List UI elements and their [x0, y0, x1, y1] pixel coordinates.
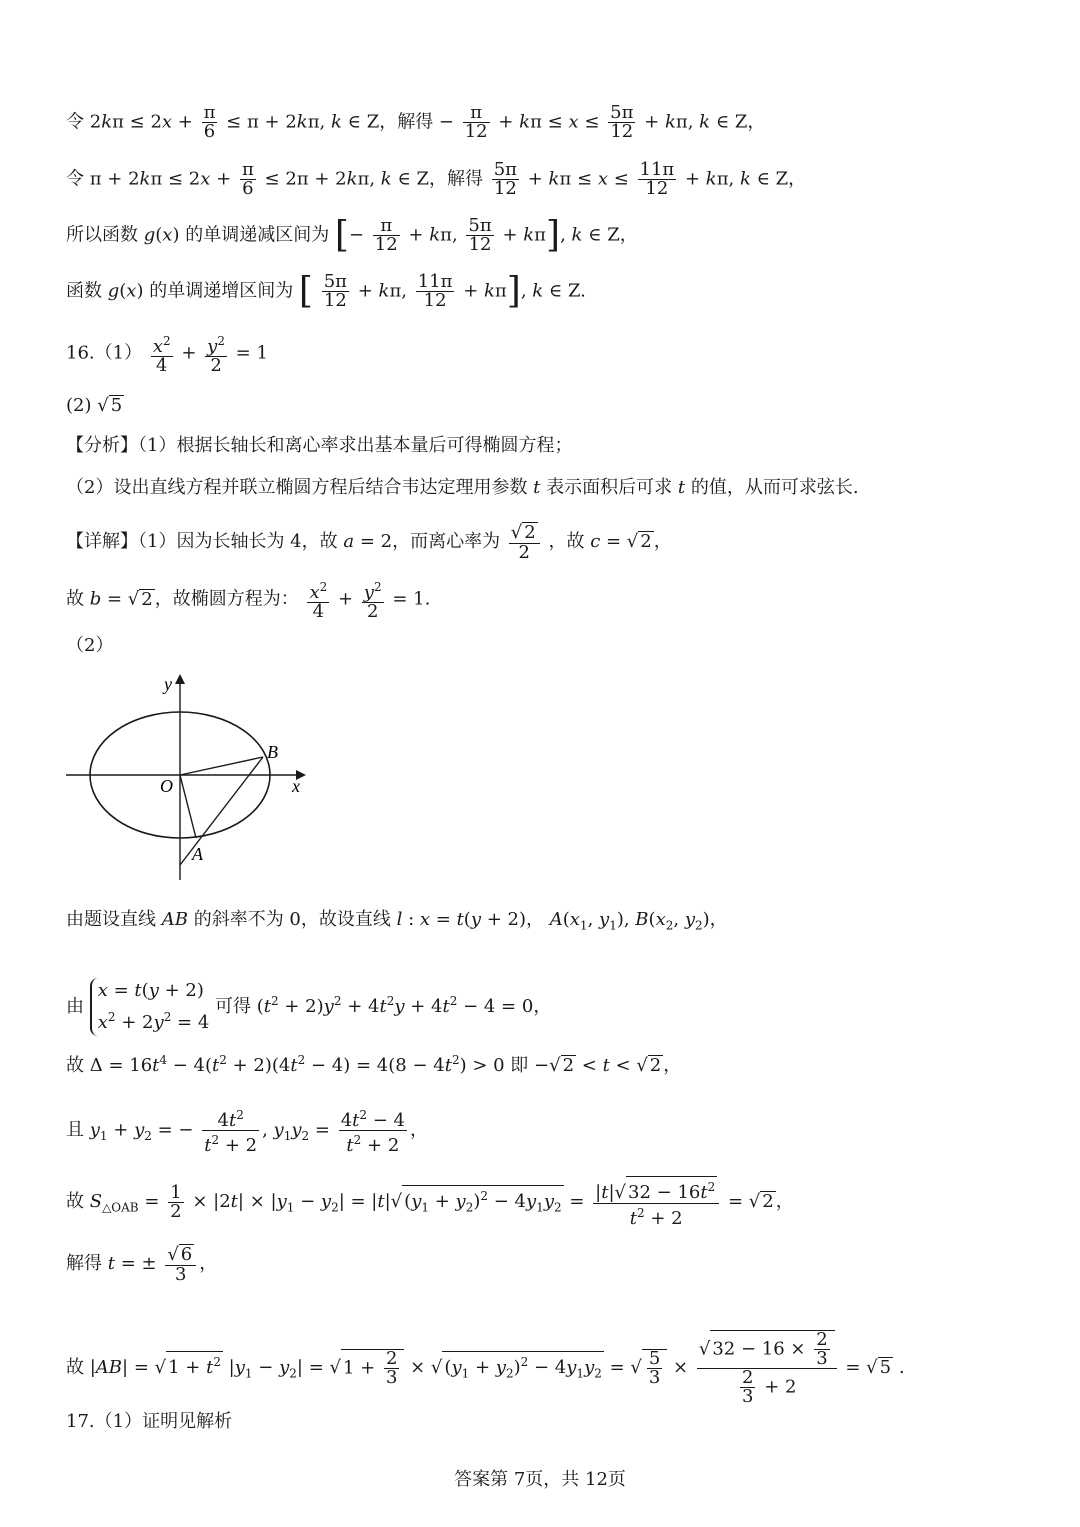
- label-a: A: [192, 844, 203, 864]
- text-line-3: 所以函数 g(x) 的单调递减区间为 [− $\frac{\pi}{12}$ + kπ, $\frac{5\pi}{12}$ + kπ], k ∈ Z，: [66, 214, 638, 256]
- q16-answer-2: (2) √ 5: [66, 395, 123, 416]
- text-line-1: 令 2kπ ≤ 2x + $\frac{\pi}{6}$ ≤ π + 2kπ, k ∈ Z，解得 − $\frac{\pi}{12}$ + kπ ≤ x ≤ $\frac{5\pi}{12}$ + kπ, k ∈ Z，: [66, 102, 766, 142]
- part-2-label: （2）: [66, 635, 114, 656]
- detail-line-1: 【详解】（1）因为长轴长为 4，故 a = 2，而离心率为 $\frac{√ 2}{2}$ ，故 c = √ 2 ，: [66, 522, 672, 563]
- text-line-2: 令 π + 2kπ ≤ 2x + $\frac{\pi}{6}$ ≤ 2π + 2kπ, k ∈ Z，解得 $\frac{5\pi}{12}$ + kπ ≤ x ≤ $\frac{11\pi}{12}$ + kπ, k ∈ Z，: [66, 159, 807, 199]
- analysis-line-2: （2）设出直线方程并联立椭圆方程后结合韦达定理用参数 t 表示面积后可求 t 的值，从而可求弦长.: [66, 477, 859, 498]
- q16-answer-1: 16.（1） $\frac{x^2}{4}$ + $\frac{y^2}{2}$ = 1: [66, 334, 268, 376]
- solution-line-6: 解得 t = ± $\frac{√ 6}{3}$ ，: [66, 1244, 218, 1285]
- ellipse-figure: [60, 670, 320, 885]
- q17-answer: 17.（1）证明见解析: [66, 1411, 233, 1432]
- label-b: B: [267, 742, 278, 762]
- solution-line-5: 故 $S_{\triangle OAB}$ = $\frac{1}{2}$ × $|2t| \times |y_1 - y_2| = |t|√$ $(y_1 + y_2)^2 - 4y_1y_2$ = $\frac{|t|√ 32 - 16t^2}{t^2 + 2}$ = √ 2 ，: [66, 1176, 794, 1228]
- detail-line-2: 故 b = √ 2 ，故椭圆方程为： $\frac{x^2}{4}$ + $\frac{y^2}{2}$ = 1.: [66, 580, 431, 622]
- solution-line-2: 由 x = t(y + 2) $x^2 + 2y^2 = 4$ 可得 $(t^2 + 2)y^2 + 4t^2y + 4t^2 - 4 = 0$，: [66, 978, 551, 1036]
- solution-line-1: 由题设直线 AB 的斜率不为 0，故设直线 l : x = t(y + 2)， $A(x_1$, $y_1$), $B(x_2$, $y_2$)，: [66, 909, 728, 933]
- label-x: x: [292, 776, 300, 796]
- y-axis-arrow: [175, 674, 185, 684]
- label-origin: O: [160, 776, 173, 796]
- solution-line-7: 故 |AB| = √ $1 + t^2$ $|y_1 - y_2|$ = √ 1 + $\frac{2}{3}$ × √ $(y_1 + y_2)^2 - 4y_1y_2$ = √ $\frac{5}{3}$ × √ 32 − 16 × $\frac{2}{3}$ $\frac{2}{3}$ + 2 = √ 5 .: [66, 1329, 905, 1407]
- analysis-line-1: 【分析】（1）根据长轴长和离心率求出基本量后可得椭圆方程；: [66, 435, 573, 456]
- solution-line-3: 故 $\Delta = 16t^4 - 4(t^2 + 2)(4t^2 - 4) = 4(8 - 4t^2) > 0$ 即 −√ 2 < t < √ 2 ，: [66, 1053, 682, 1076]
- text-line-4: 函数 g(x) 的单调递增区间为 [ $\frac{5\pi}{12}$ + kπ, $\frac{11\pi}{12}$ + kπ], k ∈ Z.: [66, 270, 586, 312]
- label-y: y: [164, 674, 172, 694]
- solution-line-4: 且 $y_1 + y_2$ = − $\frac{4t^2}{t^2 + 2}$ , $y_1y_2$ = $\frac{4t^2 - 4}{t^2 + 2}$ ，: [66, 1108, 429, 1156]
- page-footer: 答案第 7页，共 12页: [454, 1469, 626, 1490]
- segment-oa: [180, 775, 196, 838]
